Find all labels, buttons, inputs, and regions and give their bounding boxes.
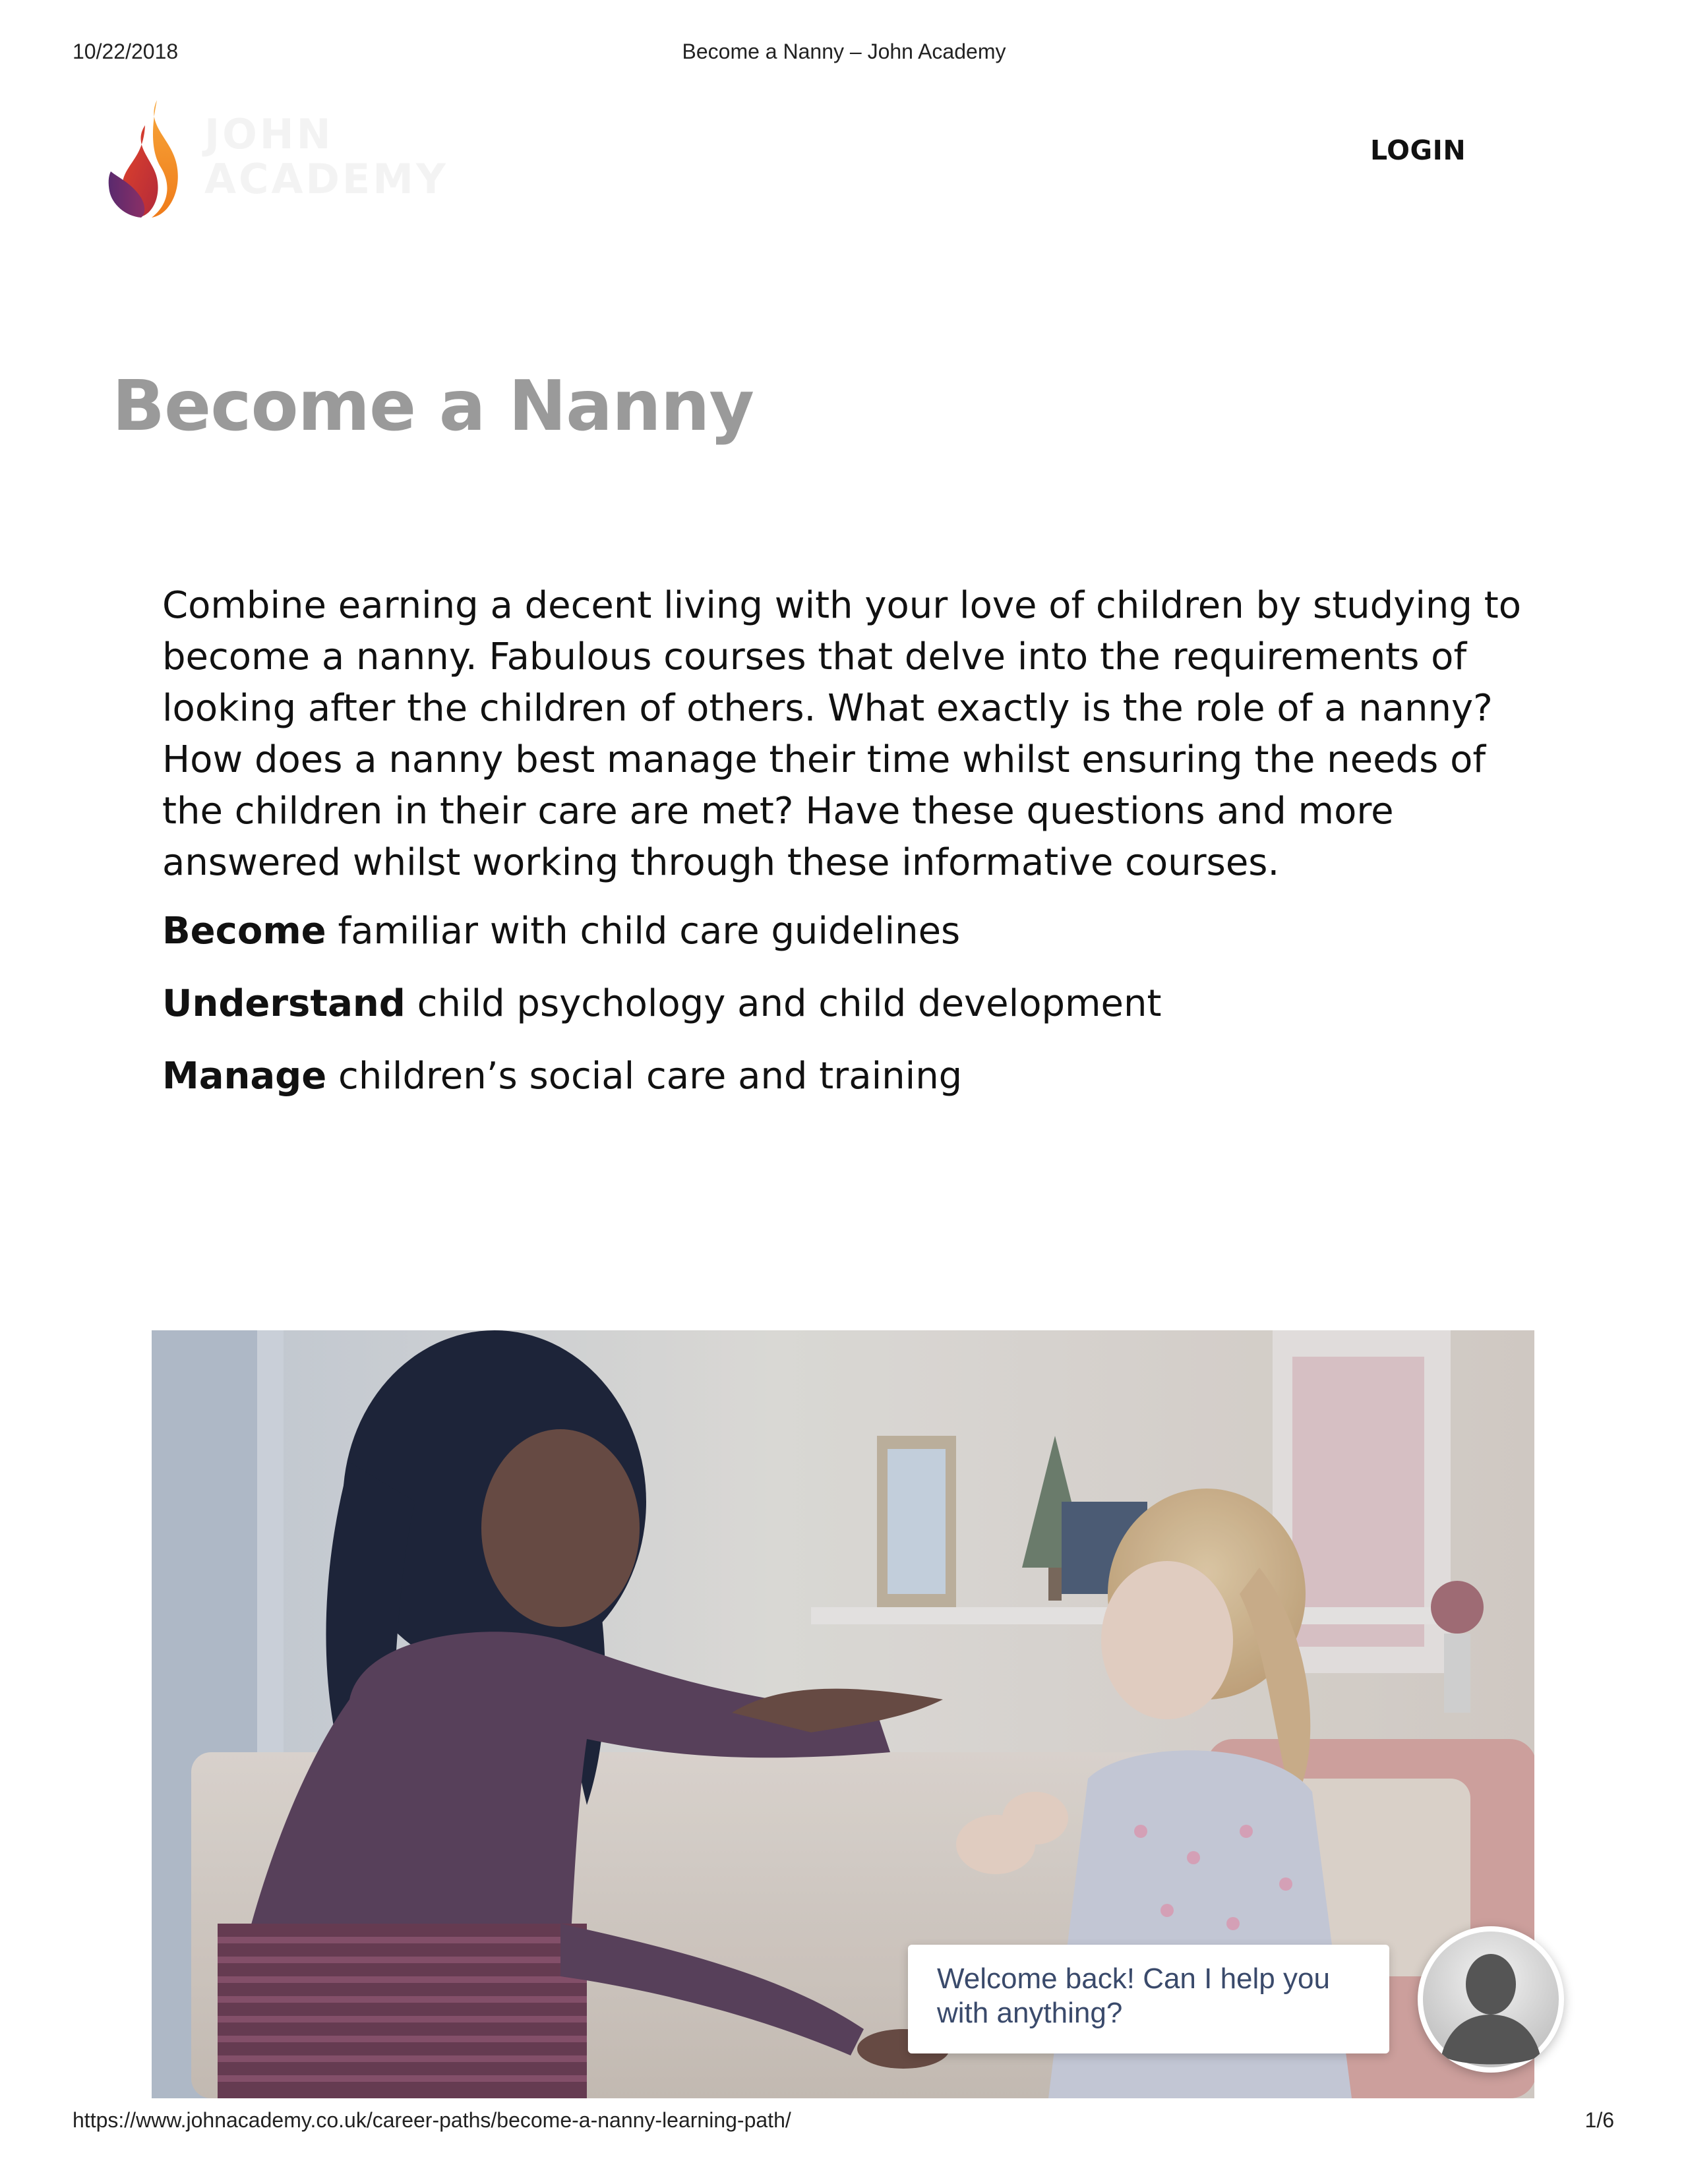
intro-line: the children in their care are met? Have these questions and more (162, 790, 1394, 833)
key-point-become (162, 906, 960, 957)
chat-message-line: with anything? (937, 1997, 1123, 2029)
key-point-text: children’s social care and training (326, 1055, 963, 1098)
intro-line: Combine earning a decent living with your love of children by studying to (162, 584, 1521, 627)
intro-line: How does a nanny best manage their time whilst ensuring the needs of (162, 738, 1486, 781)
logo-text-line1: JOHN (204, 110, 334, 158)
key-point-text: familiar with child care guidelines (326, 910, 961, 953)
chat-avatar-button[interactable] (1418, 1926, 1564, 2073)
site-logo[interactable] (106, 99, 475, 221)
chat-message-line: Welcome back! Can I help you (937, 1963, 1330, 1995)
logo-text-line2: ACADEMY (204, 155, 448, 203)
key-point-bold: Become (162, 910, 326, 953)
intro-line: answered whilst working through these informative courses. (162, 841, 1280, 884)
key-point-manage (162, 1051, 962, 1102)
logo-wordmark (204, 112, 448, 202)
key-point-bold: Understand (162, 982, 406, 1025)
chat-greeting-bubble[interactable] (908, 1945, 1389, 2053)
intro-line: looking after the children of others. What exactly is the role of a nanny? (162, 687, 1493, 730)
flame-logo-icon (106, 99, 198, 221)
print-page-number: 1/6 (1584, 2108, 1614, 2132)
key-point-understand (162, 978, 1161, 1030)
intro-paragraph (162, 580, 1573, 889)
key-point-text: child psychology and child development (405, 982, 1162, 1025)
user-silhouette-icon (1418, 1926, 1564, 2073)
print-date: 10/22/2018 (73, 40, 179, 63)
print-document-title: Become a Nanny – John Academy (682, 40, 1006, 63)
intro-line: become a nanny. Fabulous courses that delve into the requirements of (162, 635, 1467, 678)
login-link[interactable]: LOGIN (1370, 134, 1466, 166)
print-url: https://www.johnacademy.co.uk/career-paths/become-a-nanny-learning-path/ (73, 2108, 791, 2132)
page-title: Become a Nanny (112, 366, 754, 446)
key-point-bold: Manage (162, 1055, 327, 1098)
